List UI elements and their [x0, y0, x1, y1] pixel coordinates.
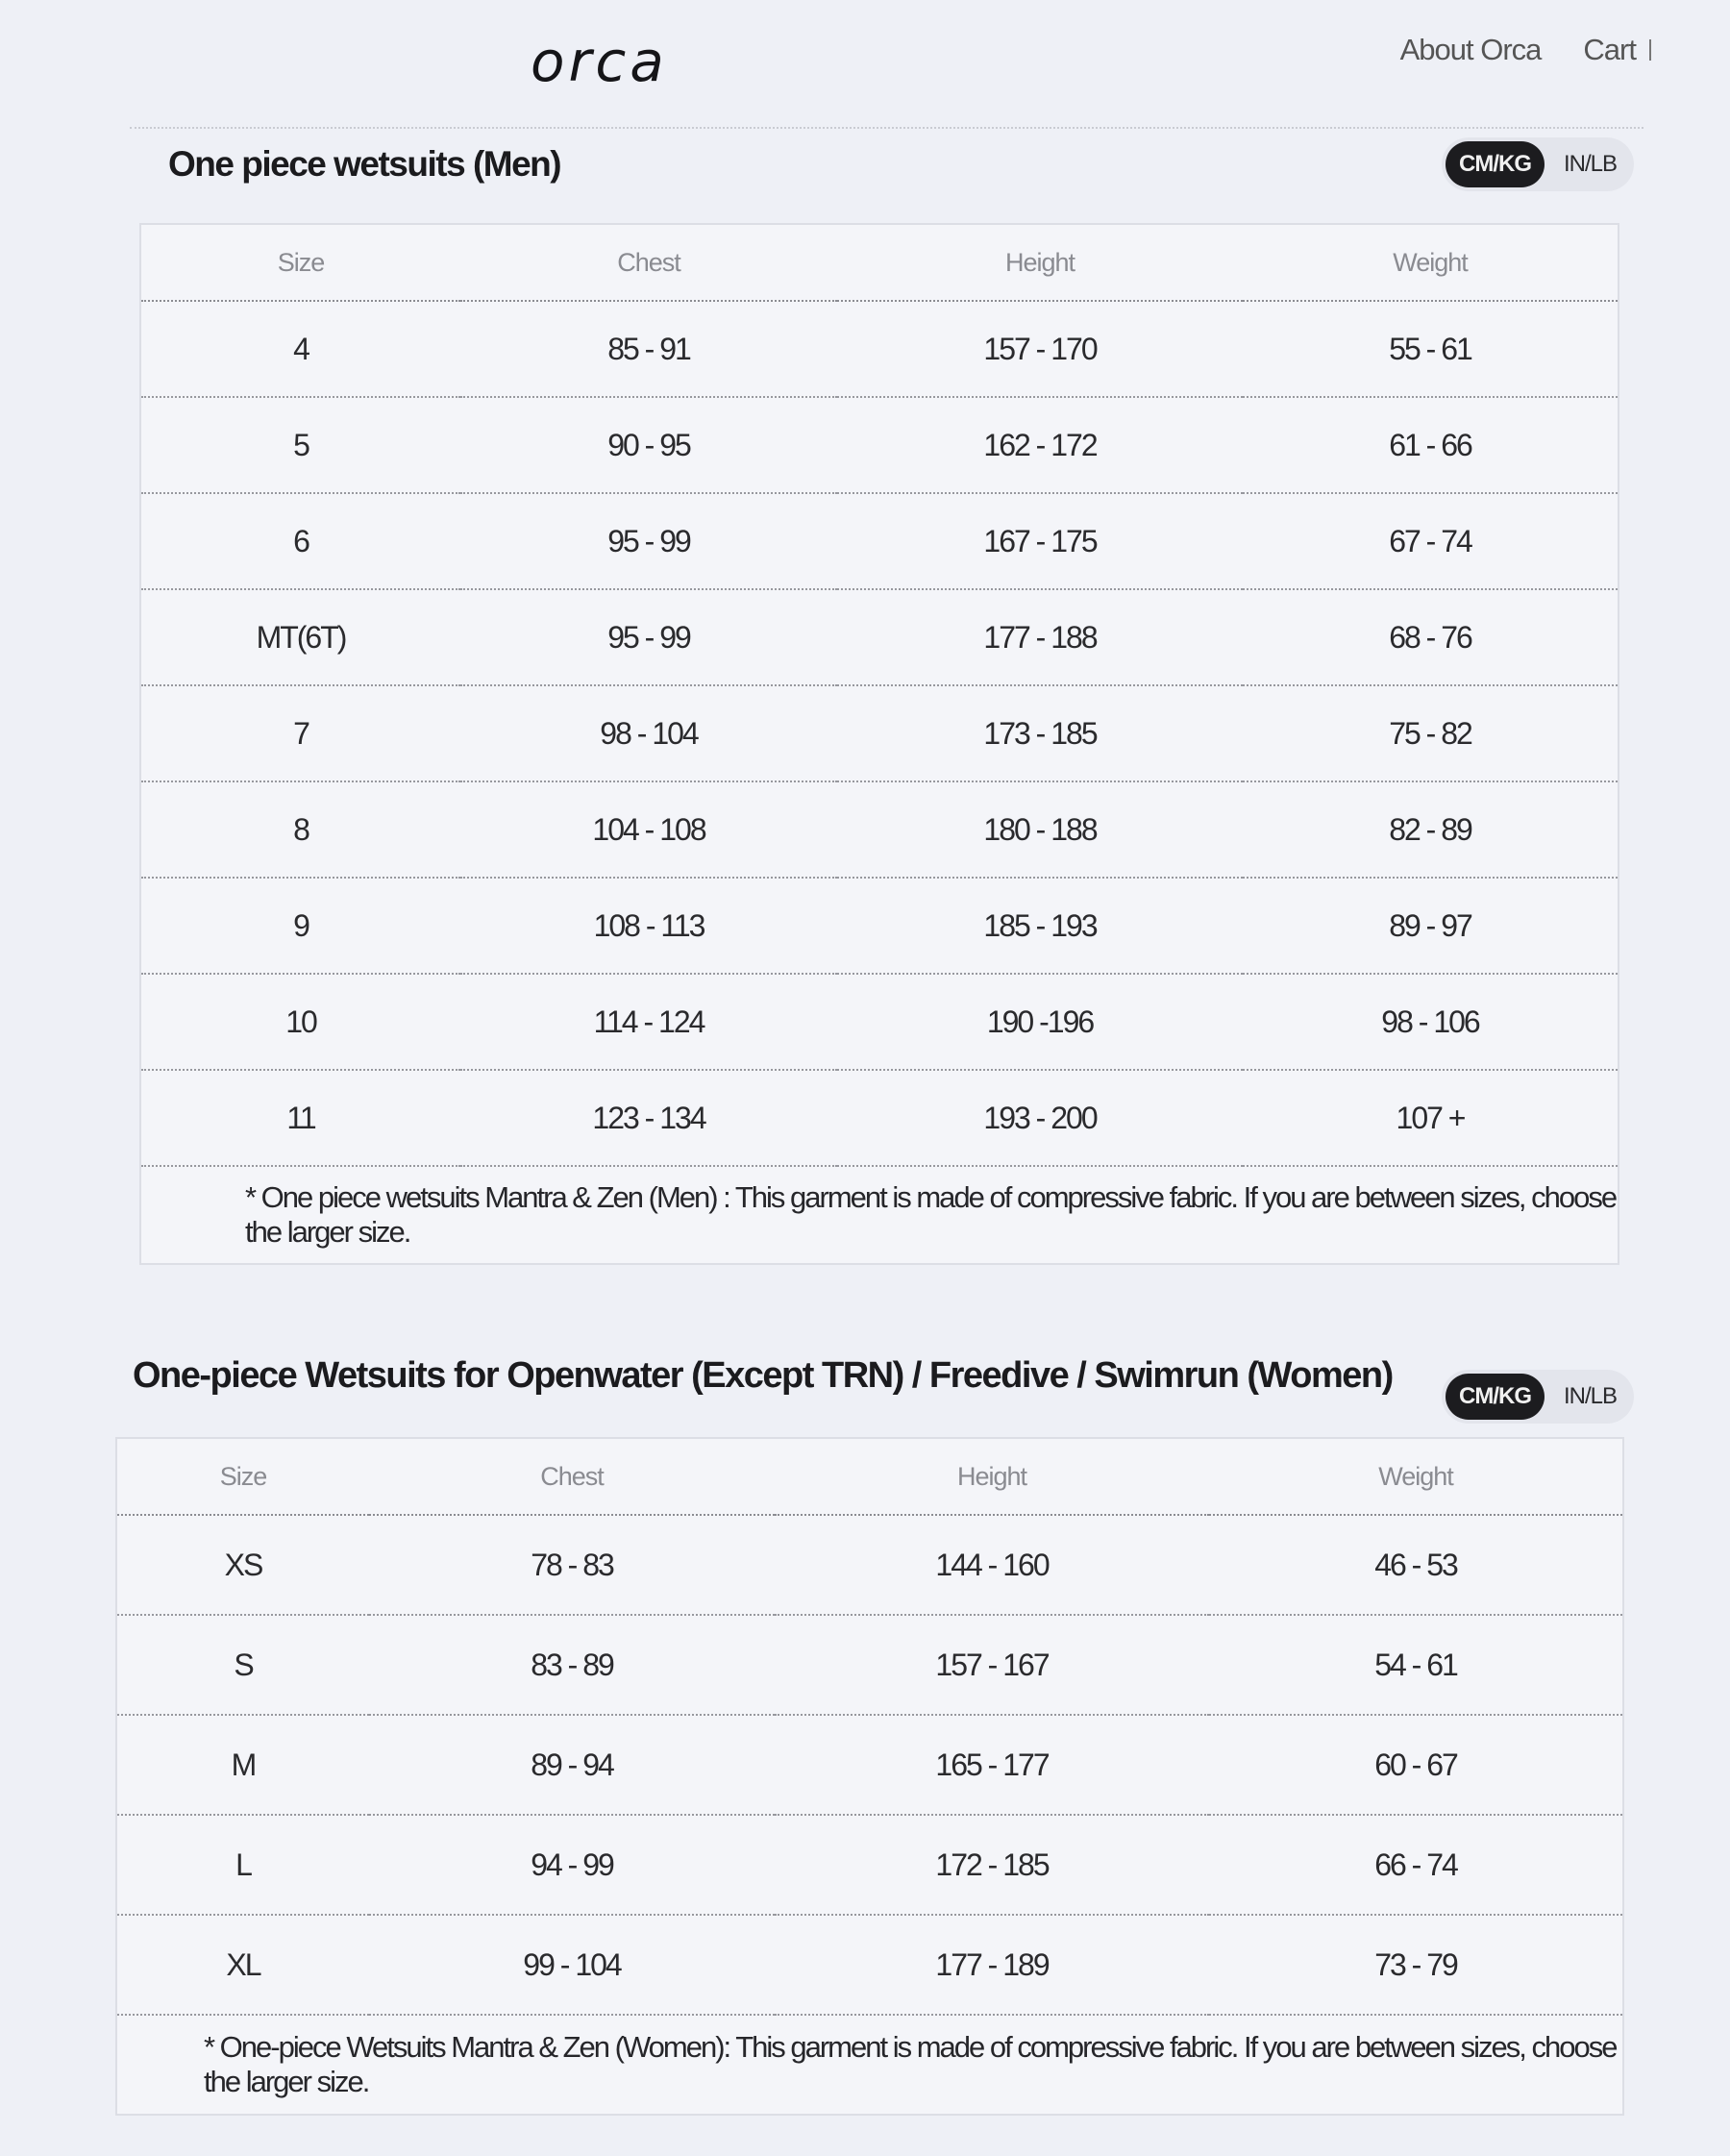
- weight-cell: 67 - 74: [1243, 493, 1619, 589]
- weight-cell: 98 - 106: [1243, 974, 1619, 1070]
- col-size-header: Size: [140, 224, 460, 301]
- size-cell: 10: [140, 974, 460, 1070]
- women-size-table: [115, 1437, 1624, 2116]
- chest-cell: 95 - 99: [460, 589, 837, 685]
- height-cell: 172 - 185: [775, 1815, 1209, 1915]
- top-nav: [1400, 33, 1651, 67]
- weight-cell: 54 - 61: [1209, 1615, 1623, 1715]
- table-row: [116, 1815, 1623, 1915]
- table-row: [140, 878, 1619, 974]
- height-cell: 180 - 188: [837, 781, 1243, 878]
- table-row: [116, 1515, 1623, 1615]
- size-cell: 6: [140, 493, 460, 589]
- chest-cell: 108 - 113: [460, 878, 837, 974]
- women-unit-inlb-button[interactable]: IN/LB: [1564, 1383, 1618, 1409]
- table-row: [140, 685, 1619, 781]
- nav-cart-link[interactable]: Cart: [1583, 33, 1636, 66]
- height-cell: 173 - 185: [837, 685, 1243, 781]
- weight-cell: 89 - 97: [1243, 878, 1619, 974]
- table-row: [140, 589, 1619, 685]
- col-chest-header: Chest: [460, 224, 837, 301]
- size-cell: XL: [116, 1915, 369, 2015]
- site-header: [0, 0, 1730, 125]
- col-size-header: Size: [116, 1438, 369, 1515]
- table-header-row: [116, 1438, 1623, 1515]
- table-row: [116, 1715, 1623, 1815]
- weight-cell: 107 +: [1243, 1070, 1619, 1166]
- women-unit-toggle: [1442, 1370, 1634, 1424]
- col-weight-header: Weight: [1209, 1438, 1623, 1515]
- height-cell: 177 - 189: [775, 1915, 1209, 2015]
- table-row: [140, 397, 1619, 493]
- men-unit-cmkg-button[interactable]: CM/KG: [1446, 141, 1545, 187]
- weight-cell: 61 - 66: [1243, 397, 1619, 493]
- size-cell: 4: [140, 301, 460, 397]
- weight-cell: 75 - 82: [1243, 685, 1619, 781]
- col-height-header: Height: [837, 224, 1243, 301]
- size-cell: S: [116, 1615, 369, 1715]
- women-fit-note: * One-piece Wetsuits Mantra & Zen (Women): This garment is made of compressive fabric. If you are between sizes, choose the larger size.: [116, 2015, 1623, 2115]
- table-row: [116, 1615, 1623, 1715]
- size-cell: XS: [116, 1515, 369, 1615]
- men-unit-inlb-button[interactable]: IN/LB: [1564, 151, 1618, 177]
- nav-about-link[interactable]: About Orca: [1399, 33, 1542, 66]
- men-unit-toggle: [1442, 137, 1634, 191]
- chest-cell: 104 - 108: [460, 781, 837, 878]
- col-chest-header: Chest: [369, 1438, 775, 1515]
- men-table-body: [140, 301, 1619, 1166]
- size-cell: 9: [140, 878, 460, 974]
- weight-cell: 55 - 61: [1243, 301, 1619, 397]
- weight-cell: 73 - 79: [1209, 1915, 1623, 2015]
- size-cell: L: [116, 1815, 369, 1915]
- weight-cell: 66 - 74: [1209, 1815, 1623, 1915]
- men-fit-note: * One piece wetsuits Mantra & Zen (Men) : This garment is made of compressive fabric. If you are between sizes, choose the larger size.: [140, 1166, 1619, 1264]
- chest-cell: 83 - 89: [369, 1615, 775, 1715]
- orca-logo[interactable]: orca: [531, 29, 668, 94]
- chest-cell: 78 - 83: [369, 1515, 775, 1615]
- table-row: [140, 493, 1619, 589]
- chest-cell: 114 - 124: [460, 974, 837, 1070]
- women-table-body: [116, 1515, 1623, 2015]
- table-row: [140, 974, 1619, 1070]
- table-row: [140, 781, 1619, 878]
- men-size-table: [139, 223, 1619, 1265]
- chest-cell: 95 - 99: [460, 493, 837, 589]
- men-note-row: [140, 1166, 1619, 1264]
- height-cell: 144 - 160: [775, 1515, 1209, 1615]
- chest-cell: 94 - 99: [369, 1815, 775, 1915]
- weight-cell: 46 - 53: [1209, 1515, 1623, 1615]
- height-cell: 193 - 200: [837, 1070, 1243, 1166]
- weight-cell: 60 - 67: [1209, 1715, 1623, 1815]
- chest-cell: 89 - 94: [369, 1715, 775, 1815]
- size-cell: 8: [140, 781, 460, 878]
- height-cell: 167 - 175: [837, 493, 1243, 589]
- size-cell: M: [116, 1715, 369, 1815]
- height-cell: 190 -196: [837, 974, 1243, 1070]
- height-cell: 157 - 167: [775, 1615, 1209, 1715]
- chest-cell: 99 - 104: [369, 1915, 775, 2015]
- weight-cell: 68 - 76: [1243, 589, 1619, 685]
- height-cell: 157 - 170: [837, 301, 1243, 397]
- women-note-row: [116, 2015, 1623, 2115]
- women-unit-cmkg-button[interactable]: CM/KG: [1446, 1374, 1545, 1420]
- height-cell: 165 - 177: [775, 1715, 1209, 1815]
- size-cell: MT(6T): [140, 589, 460, 685]
- table-row: [140, 1070, 1619, 1166]
- men-section-title: One piece wetsuits (Men): [168, 144, 561, 184]
- size-cell: 5: [140, 397, 460, 493]
- weight-cell: 82 - 89: [1243, 781, 1619, 878]
- women-section-title: One-piece Wetsuits for Openwater (Except TRN) / Freedive / Swimrun (Women): [133, 1355, 1393, 1396]
- height-cell: 185 - 193: [837, 878, 1243, 974]
- table-row: [116, 1915, 1623, 2015]
- table-header-row: [140, 224, 1619, 301]
- height-cell: 162 - 172: [837, 397, 1243, 493]
- size-cell: 11: [140, 1070, 460, 1166]
- col-weight-header: Weight: [1243, 224, 1619, 301]
- height-cell: 177 - 188: [837, 589, 1243, 685]
- size-cell: 7: [140, 685, 460, 781]
- chest-cell: 85 - 91: [460, 301, 837, 397]
- chest-cell: 123 - 134: [460, 1070, 837, 1166]
- table-row: [140, 301, 1619, 397]
- chest-cell: 90 - 95: [460, 397, 837, 493]
- header-divider: [130, 127, 1644, 129]
- col-height-header: Height: [775, 1438, 1209, 1515]
- chest-cell: 98 - 104: [460, 685, 837, 781]
- cart-divider: [1649, 39, 1651, 61]
